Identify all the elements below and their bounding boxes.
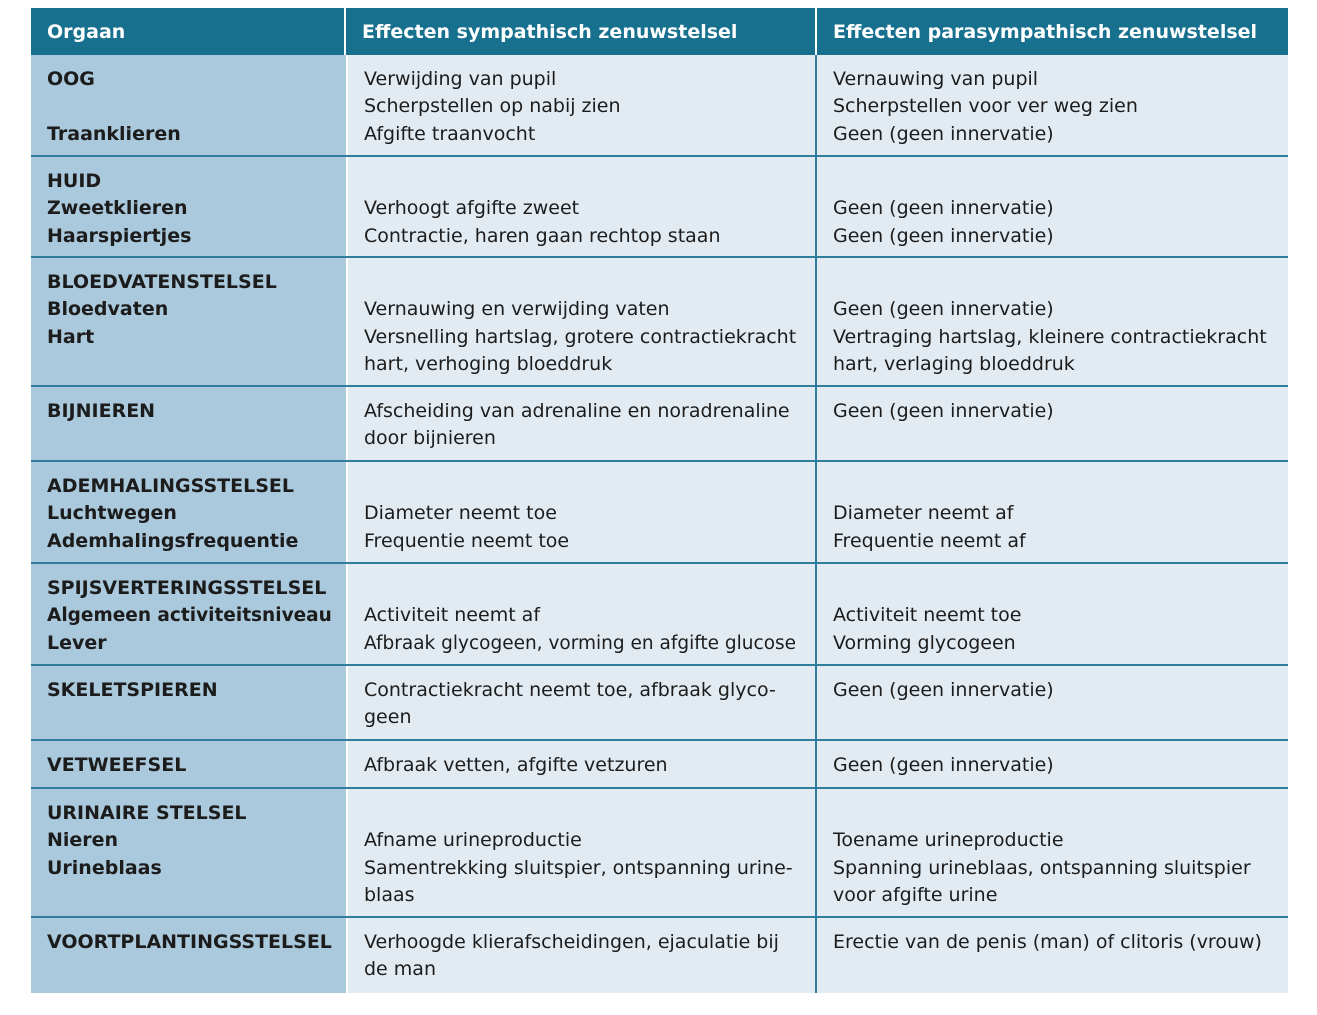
table-header [31, 8, 1288, 55]
cell-line: Afscheiding van adrenaline en noradrenaline [364, 400, 790, 422]
cell-line: Activiteit neemt af [364, 604, 541, 627]
table-row [31, 666, 1288, 741]
cell-line: Verwijding van pupil [364, 68, 557, 90]
cell-line: hart, verhoging bloeddruk [364, 353, 613, 376]
cell-line: BLOEDVATENSTELSEL [47, 271, 277, 293]
parasympathetic-cell [817, 564, 1288, 664]
cell-line [833, 168, 1278, 195]
cell-line [833, 473, 1278, 500]
sympathetic-cell [346, 918, 817, 993]
cell-line: Ademhalingsfrequentie [47, 529, 299, 552]
cell-line [364, 575, 805, 602]
cell-line: VOORTPLANTINGSSTELSEL [47, 931, 332, 953]
parasympathetic-cell [817, 387, 1288, 460]
cell-line: Bloedvaten [47, 298, 169, 321]
cell-line: Afgifte traanvocht [364, 122, 536, 145]
sympathetic-cell [346, 55, 817, 155]
cell-line: Geen (geen innervatie) [833, 679, 1054, 701]
cell-line: SPIJSVERTERINGSSTELSEL [47, 577, 327, 599]
sympathetic-cell [346, 666, 817, 739]
autonomic-effects-table [31, 8, 1288, 993]
cell-line: geen [364, 706, 412, 729]
table-row [31, 462, 1288, 564]
sympathetic-cell [346, 157, 817, 256]
cell-line: Vorming glycogeen [833, 631, 1016, 654]
organ-cell [31, 741, 346, 787]
cell-line: Urineblaas [47, 856, 162, 879]
parasympathetic-cell [817, 789, 1288, 916]
cell-line: Geen (geen innervatie) [833, 754, 1054, 776]
cell-line [833, 575, 1278, 602]
cell-line: Lever [47, 631, 107, 654]
sympathetic-cell [346, 789, 817, 916]
cell-line [833, 269, 1278, 296]
cell-line: BIJNIEREN [47, 400, 156, 422]
cell-line: VETWEEFSEL [47, 754, 187, 776]
cell-line: Afbraak glycogeen, vorming en afgifte glucose [364, 632, 797, 654]
cell-line [364, 168, 805, 195]
cell-line: Verhoogde klierafscheidingen, ejaculatie bij [364, 931, 779, 953]
cell-line: HUID [47, 170, 102, 192]
sympathetic-cell [346, 462, 817, 562]
sympathetic-cell [346, 387, 817, 460]
organ-cell [31, 918, 346, 993]
parasympathetic-cell [817, 462, 1288, 562]
sympathetic-cell [346, 564, 817, 664]
cell-line: Geen (geen innervatie) [833, 122, 1054, 145]
organ-cell [31, 666, 346, 739]
cell-line: Erectie van de penis (man) of clitoris (vrouw) [833, 931, 1262, 953]
cell-line: Luchtwegen [47, 502, 177, 525]
cell-line: Toename urineproductie [833, 829, 1064, 852]
organ-cell [31, 564, 346, 664]
cell-line: Vernauwing van pupil [833, 68, 1039, 90]
table-row [31, 741, 1288, 789]
parasympathetic-cell [817, 666, 1288, 739]
cell-line: Nieren [47, 829, 119, 852]
table-row [31, 258, 1288, 387]
cell-line [364, 473, 805, 500]
table-row [31, 918, 1288, 993]
cell-line: door bijnieren [364, 427, 496, 450]
cell-line: Zweetklieren [47, 197, 188, 220]
cell-line: Geen (geen innervatie) [833, 298, 1054, 321]
cell-line: Haarspiertjes [47, 224, 192, 247]
table-row [31, 387, 1288, 462]
organ-cell [31, 55, 346, 155]
cell-line: blaas [364, 884, 415, 907]
cell-line: Frequentie neemt toe [364, 529, 570, 552]
cell-line: Algemeen activiteitsniveau [47, 605, 332, 627]
cell-line: voor afgifte urine [833, 884, 998, 907]
cell-line: Contractiekracht neemt toe, afbraak glyco- [364, 679, 776, 701]
cell-line: Vertraging hartslag, kleinere contractiekracht [833, 325, 1267, 348]
cell-line: hart, verlaging bloeddruk [833, 353, 1075, 376]
cell-line [833, 800, 1278, 827]
cell-line [364, 269, 805, 296]
cell-line: Verhoogt afgifte zweet [364, 197, 580, 220]
cell-line: Vernauwing en verwijding vaten [364, 298, 670, 321]
organ-cell [31, 157, 346, 256]
cell-line: Frequentie neemt af [833, 529, 1026, 552]
organ-cell [31, 387, 346, 460]
cell-line: Geen (geen innervatie) [833, 197, 1054, 220]
table-row [31, 564, 1288, 666]
table-body [31, 55, 1288, 993]
organ-cell [31, 258, 346, 385]
parasympathetic-cell [817, 55, 1288, 155]
cell-line: Diameter neemt af [833, 502, 1014, 525]
cell-line [364, 800, 805, 827]
cell-line: Scherpstellen op nabij zien [364, 95, 621, 118]
table-row [31, 157, 1288, 258]
cell-line: Afbraak vetten, afgifte vetzuren [364, 754, 668, 776]
cell-line: de man [364, 958, 436, 981]
cell-line: Contractie, haren gaan rechtop staan [364, 224, 721, 247]
table-row [31, 789, 1288, 918]
cell-line: Activiteit neemt toe [833, 604, 1022, 627]
organ-cell [31, 462, 346, 562]
header-parasympathetic: Effecten parasympathisch zenuwstelsel [833, 20, 1258, 43]
header-sympathetic: Effecten sympathisch zenuwstelsel [346, 8, 817, 55]
cell-line: Geen (geen innervatie) [833, 400, 1054, 422]
parasympathetic-cell [817, 741, 1288, 787]
cell-line: Afname urineproductie [364, 829, 582, 852]
parasympathetic-cell [817, 157, 1288, 256]
cell-line: Traanklieren [47, 122, 181, 145]
cell-line: ADEMHALINGSSTELSEL [47, 475, 294, 497]
cell-line [47, 93, 336, 120]
parasympathetic-cell [817, 918, 1288, 993]
cell-line: Spanning urineblaas, ontspanning sluitspier [833, 856, 1251, 879]
cell-line: URINAIRE STELSEL [47, 802, 247, 824]
table-row [31, 55, 1288, 157]
cell-line: Hart [47, 325, 95, 348]
cell-line: Versnelling hartslag, grotere contractiekracht [364, 325, 797, 348]
parasympathetic-cell [817, 258, 1288, 385]
sympathetic-cell [346, 741, 817, 787]
cell-line: SKELETSPIEREN [47, 679, 218, 701]
cell-line: Samentrekking sluitspier, ontspanning urine- [364, 856, 793, 879]
cell-line: OOG [47, 68, 95, 90]
cell-line: Geen (geen innervatie) [833, 224, 1054, 247]
sympathetic-cell [346, 258, 817, 385]
cell-line: Scherpstellen voor ver weg zien [833, 95, 1138, 118]
cell-line: Diameter neemt toe [364, 502, 557, 525]
organ-cell [31, 789, 346, 916]
header-organ: Orgaan [31, 8, 346, 55]
